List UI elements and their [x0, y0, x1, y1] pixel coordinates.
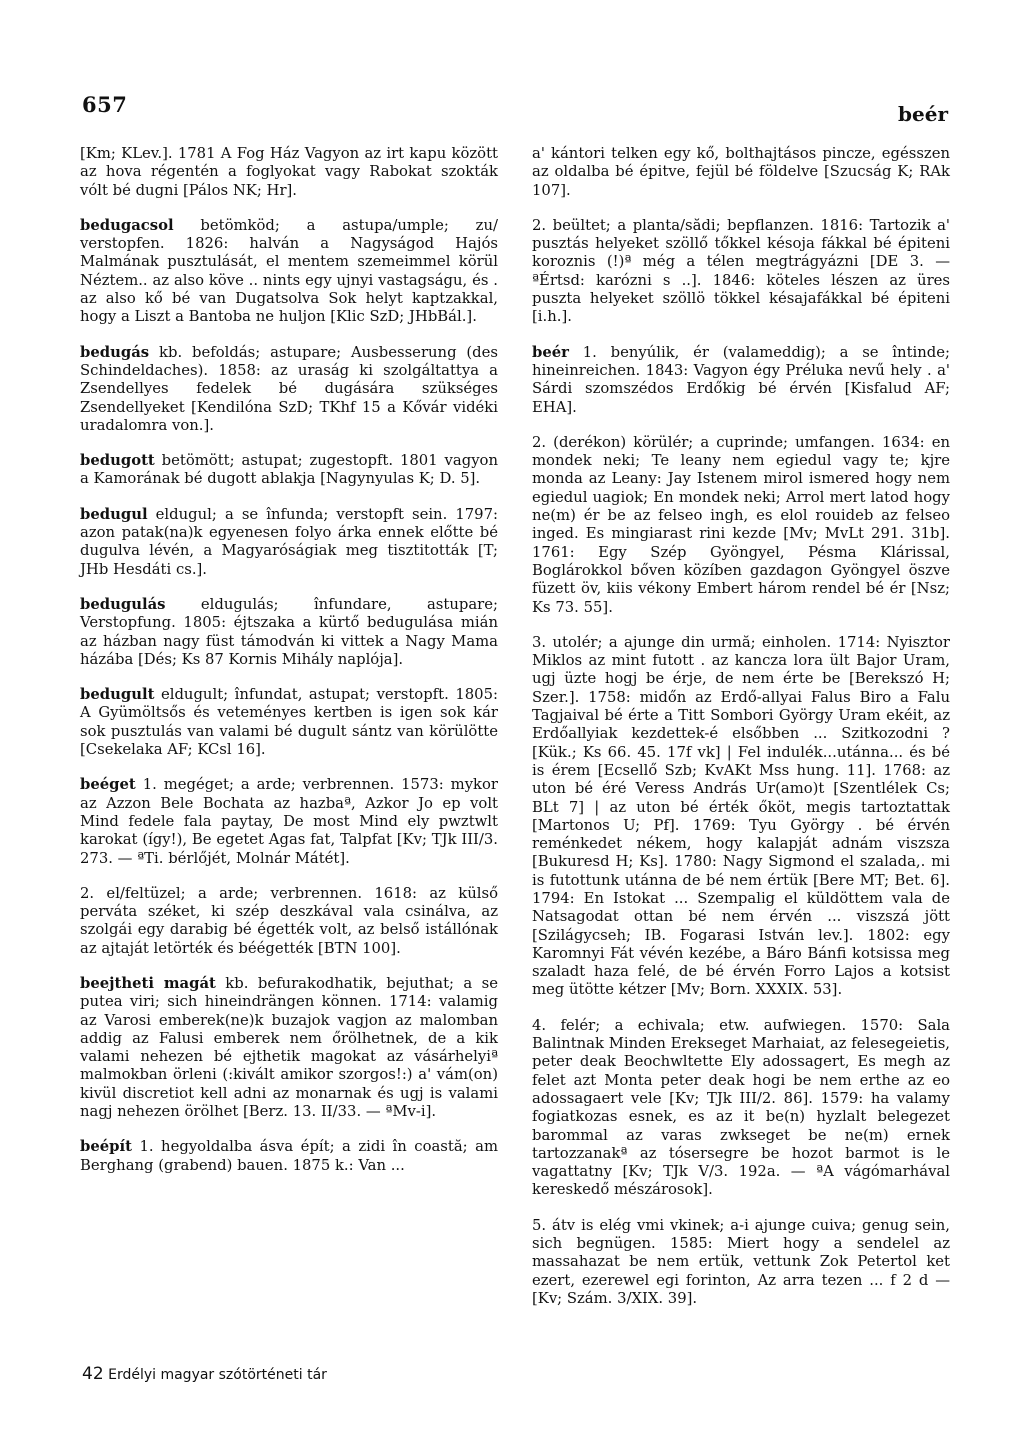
entry-text: kb. befoldás; astupare; Ausbesserung (des Schindeldaches). 1858: az uraság ki szolgáltattya a Zsendellyes fedelek bé dugására szükséges Zsendellyeket [Kendilóna SzD; TKhf 15 a Kővár vidéki uradalomra von.].	[80, 343, 498, 434]
entry-headword: bedugacsol	[80, 216, 174, 234]
entry-headword: bedugás	[80, 343, 150, 361]
dictionary-entry	[80, 885, 498, 958]
entry-text: betömköd; a astupa/umple; zu/ verstopfen. 1826: halván a Nagyságod Hajós Malmának pusztulását, el mentem szemeimmel körül Néztem.. az also köve .. nints egy ujnyi vastagságu, és . az also kő bé van Dugatsolva Sok helyt kaptzakkal, hogy a Liszt a Bantoba ne huljon [Klic SzD; JHbBál.].	[80, 216, 498, 326]
entry-text: 2. (derékon) körülér; a cuprinde; umfangen. 1634: en mondek neki; Te leany nem egiedul vagy te; kjre monda az Leany: Jay Istenem mirol ismered hogy nem egiedul uagiok; En mondek neki; Arrol mert latod hogy ne(m) ér be az felseo ingh, es elol rouideb az felseo inged. Es mingiarast rini kezde [Mv; MvLt 291. 31b]. 1761: Egy Szép Gyöngyel, Pésma Klárissal, Boglárokkol bőven közíben gazdagon Gyöngyel öszve füzett öv, kiis vékony Embert három rendel bé ér [Nsz; Ks 73. 55].	[532, 433, 950, 616]
entry-text: 2. el/feltüzel; a arde; verbrennen. 1618: az külső perváta széket, ki szép deszkával vala csinálva, az szolgái egy darabig bé égették volt, az belső istállónak az ajtaját letörték és béégették [BTN 100].	[80, 884, 498, 957]
dictionary-entry	[532, 344, 950, 417]
dictionary-entry	[80, 776, 498, 867]
dictionary-entry	[80, 975, 498, 1121]
footer-number: 42	[82, 1364, 104, 1384]
dictionary-entry	[80, 217, 498, 327]
dictionary-entry	[80, 344, 498, 435]
entry-headword: beér	[532, 343, 569, 361]
entry-text: [Km; KLev.]. 1781 A Fog Ház Vagyon az irt kapu között az hova régentén a foglyokat vagy Rabokat szokták vólt bé dugni [Pálos NK; Hr].	[80, 145, 498, 199]
entry-headword: bedugul	[80, 505, 148, 523]
entry-text: 3. utolér; a ajunge din urmă; einholen. 1714: Nyisztor Miklos az mint futott . az kancza lora ült Bajor Uram, ugj üzte hogj be érje, de nem érte be [Berekszó H; Szer.]. 1758: midőn az Erdő-allyai Falus Biro a Falu Tagjaival bé érte a Titt Sombori György Uram ekéit, az Erdőallyiak kezdettek-é elsőbben ... Szitkozodni ? [Kük.; Ks 66. 45. 17f vk] | Fel indulék...utánna... és bé is érem [Ecsellő Szb; KvAKt Mss hung. 11]. 1768: az uton bé éré Veress András Ur(amo)t [Szentlélek Cs; BLt 7] | az uton bé érték őköt, megis tartoztattak [Martonos U; Pf]. 1769: Tyu György . bé érvén reménkedet nékem, hogy kalapját adnám viszsza [Bukuresd H; Ks]. 1780: Nagy Sigmond el szalada,. mi is futottunk utánna de bé nem értük [Bere MT; Bet. 6]. 1794: En Istokat ... Szempalig el küldöttem vala de Natsagodat ottan bé nem érvén ... viszszá jött [Szilágycseh; IB. Fogarasi István lev.]. 1802: egy Karomnyi Fát vévén kezébe, a Báro Bánfi kotsissa meg szaladt haza felé, de bé érvén Forro Lajos a kotsist meg ütötte kétzer [Mv; Born. XXXIX. 53].	[532, 633, 950, 999]
entry-headword: beéget	[80, 776, 136, 794]
page-footer	[82, 1364, 327, 1384]
dictionary-entry	[80, 452, 498, 489]
dictionary-entry	[80, 596, 498, 669]
running-head: beér	[898, 102, 948, 126]
entry-text: 1. hegyoldalba ásva épít; a zidi în coastă; am Berghang (grabend) bauen. 1875 k.: Van ...	[80, 1138, 498, 1174]
dictionary-entry	[532, 1017, 950, 1200]
entry-headword: bedugult	[80, 686, 155, 704]
entry-text: 2. beültet; a planta/sădi; bepflanzen. 1816: Tartozik a' pusztás helyeket szöllő tőkkel késoja fákkal bé épiteni koroznis (!)ª még a télen megtrágyázni [DE 3. — ªÉrtsd: karózni s ..]. 1846: köteles lészen az üres puszta helyeket szöllö tökkel késajafákkal bé épiteni [i.h.].	[532, 216, 950, 326]
entry-text: a' kántori telken egy kő, bolthajtásos pincze, egésszen az oldalba bé épitve, fejül bé földelve [Szucság K; RAk 107].	[532, 145, 950, 199]
entry-text: eldugult; înfundat, astupat; verstopft. 1805: A Gyümöltsős és veteményes kertben is igen sok kár sok pusztulás van valami bé dugult sántz van körülötte [Csekelaka AF; KCsl 16].	[80, 686, 498, 759]
entry-headword: bedugulás	[80, 595, 166, 613]
entry-headword: beejtheti magát	[80, 974, 216, 992]
dictionary-entry	[532, 145, 950, 200]
page-number: 657	[82, 92, 128, 117]
entry-headword: beépít	[80, 1138, 132, 1156]
entry-text: 5. átv is elég vmi vkinek; a-i ajunge cuiva; genug sein, sich begnügen. 1585: Miert hogy a sendelel az massahazat be nem ertük, vettunk Zok Petertol ket ezert, ezerewel egi forinton, Az arra tezen ... f 2 d — [Kv; Szám. 3/XIX. 39].	[532, 1216, 950, 1307]
dictionary-entry	[532, 634, 950, 1000]
entry-text: 1. megéget; a arde; verbrennen. 1573: mykor az Azzon Bele Bochata az hazbaª, Azkor Jo ep volt Mind fedele fala paytay, De most Mind ely pwztwlt karokat (így!), Be egetet Agas fat, Talpfat [Kv; TJk III/3. 273. — ªTi. bérlőjét, Molnár Mátét].	[80, 776, 498, 867]
right-column	[532, 145, 950, 1325]
dictionary-entry	[80, 145, 498, 200]
dictionary-entry	[80, 506, 498, 579]
dictionary-entry	[532, 217, 950, 327]
dictionary-entry	[80, 686, 498, 759]
entry-text: kb. befurakodhatik, bejuthat; a se putea viri; sich hineindrängen können. 1714: valamig az Varosi emberek(ne)k buzajok vagjon az malomban addig az Falusi emberek nem őrölhetnek, de a kik valami nehezen bé ejthetik magokat az vásárhelyiª malmokban örleni (:kivált amikor szorgos!:) a' vám(on) kivül discretiot kell adni az monarnak és ugj is valami nagj nehezen örölhet [Berz. 13. II/33. — ªMv-i].	[80, 974, 499, 1121]
footer-title: Erdélyi magyar szótörténeti tár	[108, 1367, 327, 1383]
dictionary-entry	[532, 434, 950, 617]
left-column	[80, 145, 498, 1192]
entry-text: eldugulás; înfundare, astupare; Verstopfung. 1805: éjtszaka a kürtő bedugulása mián az házban nagy füst támodván ki vittek a Nagy Mama házába [Dés; Ks 87 Kornis Mihály naplója].	[80, 595, 498, 668]
entry-text: 4. felér; a echivala; etw. aufwiegen. 1570: Sala Balintnak Minden Erekseget Marhaiat, az felesegeietis, peter deak Beochwltette Ely adossagert, Es megh az felet azt Monta peter deak hogi be nem erthe az eo adossagaert vele [Kv; TJk III/2. 86]. 1579: ha valamy fogiatkozas esnek, es az it be(n) hyzlalt belegezet barommal az varas zwkseget be ne(m) ernek tartozzanakª az tósersegre be hozot barmot is le vagattatny [Kv; TJk V/3. 192a. — ªA vágómarhával kereskedő mészárosok].	[532, 1016, 950, 1199]
dictionary-entry	[532, 1217, 950, 1308]
entry-text: betömött; astupat; zugestopft. 1801 vagyon a Kamorának bé dugott ablakja [Nagynyulas K; D. 5].	[80, 452, 498, 488]
entry-text: 1. benyúlik, ér (valameddig); a se întinde; hineinreichen. 1843: Vagyon égy Préluka nevű hely . a' Sárdi szomszédos Erdőkig bé érvén [Kisfalud AF; EHA].	[532, 343, 950, 416]
entry-text: eldugul; a se înfunda; verstopft sein. 1797: azon patak(na)k egyenesen folyo árka ennek előtte bé dugulva lévén, a Magyaróságiak meg tisztitották [T; JHb Hesdáti cs.].	[80, 505, 498, 578]
entry-headword: bedugott	[80, 452, 155, 470]
dictionary-entry	[80, 1138, 498, 1175]
